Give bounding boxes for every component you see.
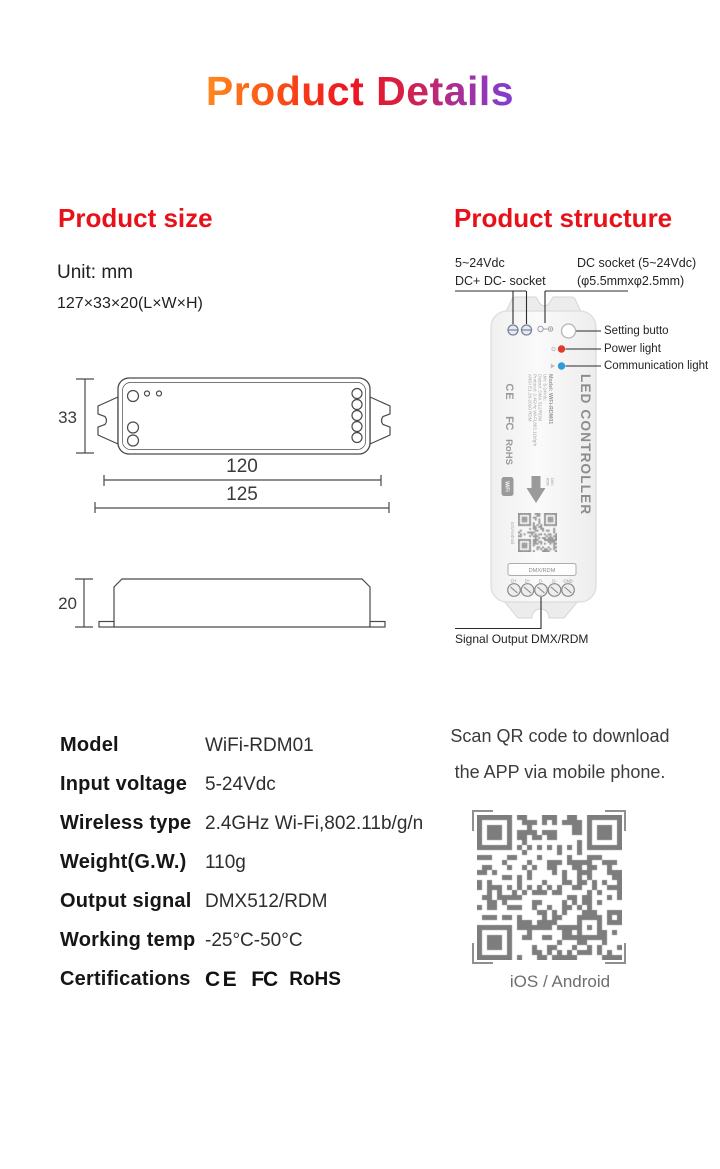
spec-value: -25°C-50°C	[205, 929, 303, 951]
top-view-drawing	[40, 368, 400, 520]
spec-value: WiFi-RDM01	[205, 734, 314, 756]
svg-text:GND: GND	[563, 578, 573, 584]
callout-dc-terminals-line1: 5~24Vdc	[455, 256, 505, 270]
enclosure-side-view	[99, 579, 385, 627]
rohs-mark-icon: RoHS	[289, 968, 341, 990]
callout-dc-terminals-line2: DC+ DC- socket	[455, 274, 546, 288]
device-print-ansi: ANSI E1.20-2010 RDM	[527, 374, 533, 422]
side-height-dimension-line	[75, 579, 93, 627]
height-dimension-label: 33	[58, 408, 77, 427]
device-qr-caption: iOS/Android	[510, 521, 515, 545]
product-size-heading: Product size	[58, 203, 213, 233]
download-text-line1: Scan QR code to download	[450, 726, 670, 746]
device-print-uin: Uin: 5-24Vdc	[542, 374, 548, 401]
enclosure-body	[118, 378, 370, 454]
setting-button	[562, 324, 576, 338]
svg-text:WiFi: WiFi	[503, 481, 510, 492]
output-screw-terminals	[508, 584, 575, 597]
output-terminal-holes	[352, 389, 362, 443]
left-foot	[99, 622, 114, 628]
spec-label: Working temp	[60, 929, 196, 951]
spec-row-model	[60, 726, 450, 765]
svg-text:DMX: DMX	[550, 478, 554, 486]
ce-mark-print: CE	[503, 383, 515, 401]
svg-text:RDM: RDM	[545, 478, 550, 486]
spec-row-certifications	[60, 960, 450, 999]
spec-label: Certifications	[60, 968, 191, 990]
svg-text:D+: D+	[524, 578, 531, 584]
spec-value: 5-24Vdc	[205, 773, 276, 795]
callout-power-light: Power light	[604, 343, 661, 355]
spec-row-input-voltage	[60, 765, 450, 804]
outer-width-dimension-label: 125	[226, 484, 258, 505]
device-print-model: Model: WiFi-RDM01	[547, 374, 553, 425]
svg-text:D-: D-	[552, 578, 557, 584]
spec-value: DMX512/RDM	[205, 890, 328, 912]
fcc-mark-print: FC	[503, 416, 515, 430]
dimensions-label: 127×33×20(L×W×H)	[57, 295, 203, 312]
device-qr-code	[518, 513, 557, 552]
spec-value: 2.4GHz Wi-Fi,802.11b/g/n	[205, 812, 424, 834]
callout-setting-button: Setting butto	[604, 325, 669, 337]
svg-text:D+: D+	[511, 578, 517, 584]
svg-text:D-: D-	[538, 578, 544, 584]
page-title-wrap	[0, 68, 720, 115]
inner-width-dimension-label: 120	[226, 456, 258, 477]
callout-dc-socket-line1: DC socket (5~24Vdc)	[577, 256, 697, 270]
callout-communication-light: Communication light	[604, 360, 709, 372]
spec-label: Output signal	[60, 890, 192, 912]
app-qr-code	[477, 815, 622, 960]
device-print-protocol: Protocol: 2.4GHz Wi-Fi,802.11b/g/n	[532, 374, 538, 447]
right-mounting-wing	[370, 397, 390, 444]
fcc-mark-icon: FC	[251, 967, 278, 991]
spec-row-output-signal	[60, 882, 450, 921]
ce-mark-icon: CE	[205, 967, 240, 991]
wifi-badge-icon	[502, 477, 514, 496]
spec-row-working-temp	[60, 921, 450, 960]
callout-dc-socket-line2: (φ5.5mmxφ2.5mm)	[577, 274, 685, 288]
device-illustration	[448, 280, 720, 652]
qr-platform-caption: iOS / Android	[509, 972, 611, 991]
spec-label: Model	[60, 734, 119, 756]
enclosure-top-view	[98, 378, 390, 454]
side-height-dimension-label: 20	[58, 594, 77, 613]
spec-list	[60, 726, 450, 999]
height-dimension-line	[76, 379, 94, 453]
callout-signal-output: Signal Output DMX/RDM	[455, 632, 589, 646]
rohs-mark-print: RoHS	[503, 439, 514, 465]
side-view-drawing	[40, 552, 400, 644]
product-structure-heading: Product structure	[454, 203, 673, 233]
spec-label: Input voltage	[60, 773, 188, 795]
device-print-output: Output: DMX 512/RDM	[537, 374, 543, 422]
spec-value: 110g	[205, 851, 246, 873]
spec-label: Wireless type	[60, 812, 192, 834]
spec-row-wireless-type	[60, 804, 450, 843]
side-body	[114, 579, 370, 627]
spec-row-weight	[60, 843, 450, 882]
right-foot	[370, 622, 385, 628]
certification-marks	[205, 968, 341, 992]
output-box-label: DMX/RDM	[528, 568, 556, 574]
left-mounting-wing	[98, 397, 118, 444]
download-text-line2: the APP via mobile phone.	[454, 762, 666, 782]
device-name-print: LED CONTROLLER	[578, 374, 593, 516]
unit-label: Unit: mm	[57, 262, 133, 283]
page-title: Product Details	[205, 68, 515, 114]
spec-label: Weight(G.W.)	[60, 851, 187, 873]
